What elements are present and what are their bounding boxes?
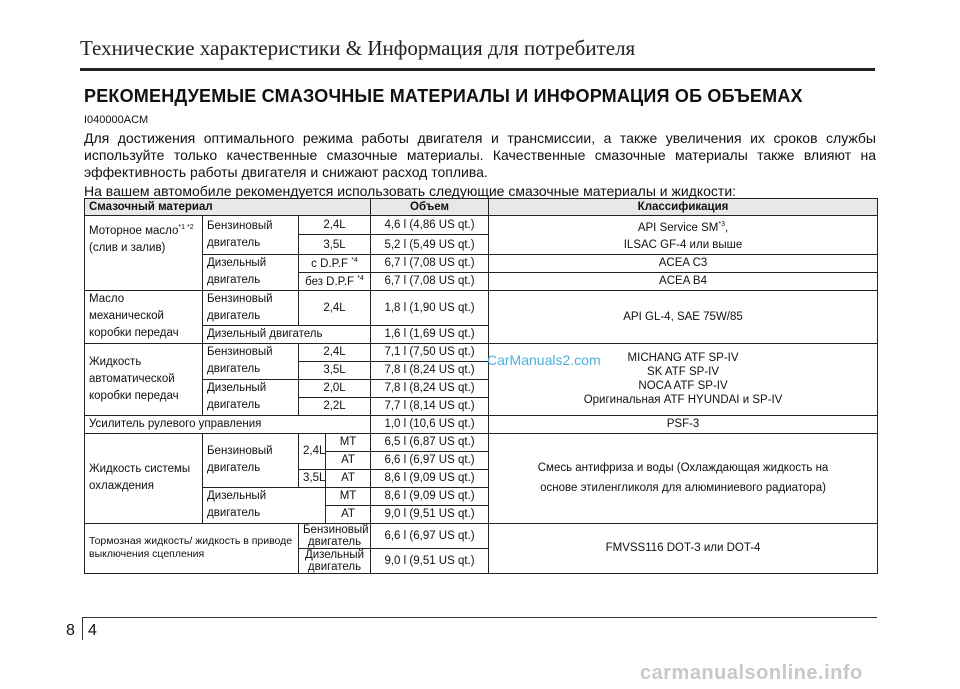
oil-class-comma: , xyxy=(725,221,729,234)
oil-name-sup: *1 *2 xyxy=(178,224,194,231)
table-row xyxy=(85,290,878,325)
footer-watermark: carmanualsonline.info xyxy=(640,662,863,684)
coolant-volume-3: 8,6 l (9,09 US qt.) xyxy=(371,487,489,505)
auto-diesel: Дизельный двигатель xyxy=(203,379,299,415)
brake-name: Тормозная жидкость/ жидкость в приводе выключения сцепления xyxy=(85,523,299,573)
oil-dpf xyxy=(299,254,371,272)
manual-petrol: Бензиновый двигатель xyxy=(203,290,299,325)
table-row xyxy=(85,254,878,272)
manual-volume: 1,8 l (1,90 US qt.) xyxy=(371,290,489,325)
auto-class-3: Оригинальная ATF HYUNDAI и SP-IV xyxy=(583,394,783,407)
brake-class: FMVSS116 DOT-3 или DOT-4 xyxy=(489,523,878,573)
header-rule xyxy=(80,68,875,71)
brake-petrol-volume: 6,6 l (6,97 US qt.) xyxy=(371,523,489,548)
auto-volume-1: 7,8 l (8,24 US qt.) xyxy=(371,361,489,379)
header-material: Смазочный материал xyxy=(85,199,371,216)
section-code: I040000ACM xyxy=(84,114,149,126)
auto-volume-2: 7,8 l (8,24 US qt.) xyxy=(371,379,489,397)
coolant-volume-2: 8,6 l (9,09 US qt.) xyxy=(371,469,489,487)
auto-engine-2: 2,0L xyxy=(299,379,371,397)
intro-text xyxy=(84,130,876,200)
page-section: 8 xyxy=(66,622,75,639)
coolant-trans-0: MT xyxy=(326,433,371,451)
oil-class-petrol-1: API Service SM xyxy=(637,221,719,234)
footer-divider xyxy=(82,618,83,640)
manual-engine: 2,4L xyxy=(299,290,371,325)
oil-class-sup: *3 xyxy=(718,221,725,228)
auto-engine-3: 2,2L xyxy=(299,397,371,415)
steering-volume: 1,0 l (10,6 US qt.) xyxy=(371,415,489,433)
coolant-engine-24: 2,4L xyxy=(299,433,326,469)
steering-name: Усилитель рулевого управления xyxy=(85,415,371,433)
oil-name-2: (слив и залив) xyxy=(89,241,166,254)
coolant-volume-0: 6,5 l (6,87 US qt.) xyxy=(371,433,489,451)
auto-class-1: SK ATF SP-IV xyxy=(647,366,720,379)
intro-lead: На вашем автомобиле рекомендуется использовать следующие смазочные материалы и жидкости: xyxy=(84,183,737,199)
oil-nodpf-sup: *4 xyxy=(357,274,364,282)
brake-diesel: Дизельный двигатель xyxy=(299,548,371,573)
table-row xyxy=(85,216,878,235)
section-title: РЕКОМЕНДУЕМЫЕ СМАЗОЧНЫЕ МАТЕРИАЛЫ И ИНФОРМАЦИЯ ОБ ОБЪЕМАХ xyxy=(84,86,803,106)
coolant-trans-1: AT xyxy=(326,451,371,469)
oil-nodpf-label: без D.P.F xyxy=(305,275,355,288)
oil-dpf-sup: *4 xyxy=(351,256,358,264)
intro-paragraph: Для достижения оптимального режима работы двигателя и трансмиссии, а также увеличения их сроков службы используйте только качественные смазочные материалы. Качественные смазочные материалы также влияют на эффективность работы двигателя и снижают расход топлива. xyxy=(84,130,876,180)
oil-name: Моторное масло xyxy=(89,224,179,237)
auto-class-2: NOCA ATF SP-IV xyxy=(638,380,728,393)
table-row xyxy=(85,433,878,451)
running-header: Технические характеристики & Информация для потребителя xyxy=(80,36,636,60)
auto-petrol: Бензиновый двигатель xyxy=(203,343,299,379)
oil-engine-24: 2,4L xyxy=(299,216,371,235)
oil-volume-35: 5,2 l (5,49 US qt.) xyxy=(371,235,489,254)
oil-engine-35: 3,5L xyxy=(299,235,371,254)
coolant-class: Смесь антифриза и воды (Охлаждающая жидкость на основе этиленгликоля для алюминиевого радиатора) xyxy=(489,433,878,523)
coolant-petrol: Бензиновый двигатель xyxy=(203,433,299,487)
coolant-volume-4: 9,0 l (9,51 US qt.) xyxy=(371,505,489,523)
oil-class-petrol xyxy=(489,216,878,255)
auto-name: Жидкость автоматической коробки передач xyxy=(85,343,203,415)
steering-class: PSF-3 xyxy=(489,415,878,433)
table-row xyxy=(85,523,878,548)
oil-diesel: Дизельный двигатель xyxy=(203,254,299,290)
oil-class-dpf: ACEA C3 xyxy=(489,254,878,272)
brake-diesel-volume: 9,0 l (9,51 US qt.) xyxy=(371,548,489,573)
coolant-trans-2: AT xyxy=(326,469,371,487)
oil-name-cell xyxy=(85,216,203,291)
auto-class-0: MICHANG ATF SP-IV xyxy=(627,352,739,365)
footer-rule xyxy=(82,617,877,618)
manual-diesel: Дизельный двигатель xyxy=(203,325,371,343)
oil-volume-nodpf: 6,7 l (7,08 US qt.) xyxy=(371,272,489,290)
header-volume: Объем xyxy=(371,199,489,216)
oil-volume-dpf: 6,7 l (7,08 US qt.) xyxy=(371,254,489,272)
coolant-trans-4: AT xyxy=(326,505,371,523)
manual-class: API GL-4, SAE 75W/85 xyxy=(489,290,878,343)
auto-volume-0: 7,1 l (7,50 US qt.) xyxy=(371,343,489,361)
oil-class-petrol-2: ILSAC GF-4 или выше xyxy=(623,238,743,251)
watermark: CarManuals2.com xyxy=(487,352,601,368)
auto-engine-1: 3,5L xyxy=(299,361,371,379)
oil-nodpf xyxy=(299,272,371,290)
page-number: 4 xyxy=(88,622,97,639)
brake-petrol: Бензиновый двигатель xyxy=(299,523,371,548)
coolant-trans-3: MT xyxy=(326,487,371,505)
table-header-row xyxy=(85,199,878,216)
coolant-name: Жидкость системы охлаждения xyxy=(85,433,203,523)
coolant-diesel: Дизельный двигатель xyxy=(203,487,326,523)
oil-dpf-label: с D.P.F xyxy=(311,257,349,270)
oil-class-nodpf: ACEA B4 xyxy=(489,272,878,290)
oil-petrol: Бензиновый двигатель xyxy=(203,216,299,255)
table-row xyxy=(85,343,878,361)
lubricants-table xyxy=(84,198,878,574)
manual-diesel-volume: 1,6 l (1,69 US qt.) xyxy=(371,325,489,343)
auto-engine-0: 2,4L xyxy=(299,343,371,361)
table-row xyxy=(85,415,878,433)
auto-volume-3: 7,7 l (8,14 US qt.) xyxy=(371,397,489,415)
manual-name: Масло механической коробки передач xyxy=(85,290,203,343)
coolant-engine-35: 3,5L xyxy=(299,469,326,487)
header-class: Классификация xyxy=(489,199,878,216)
oil-volume-24: 4,6 l (4,86 US qt.) xyxy=(371,216,489,235)
coolant-volume-1: 6,6 l (6,97 US qt.) xyxy=(371,451,489,469)
